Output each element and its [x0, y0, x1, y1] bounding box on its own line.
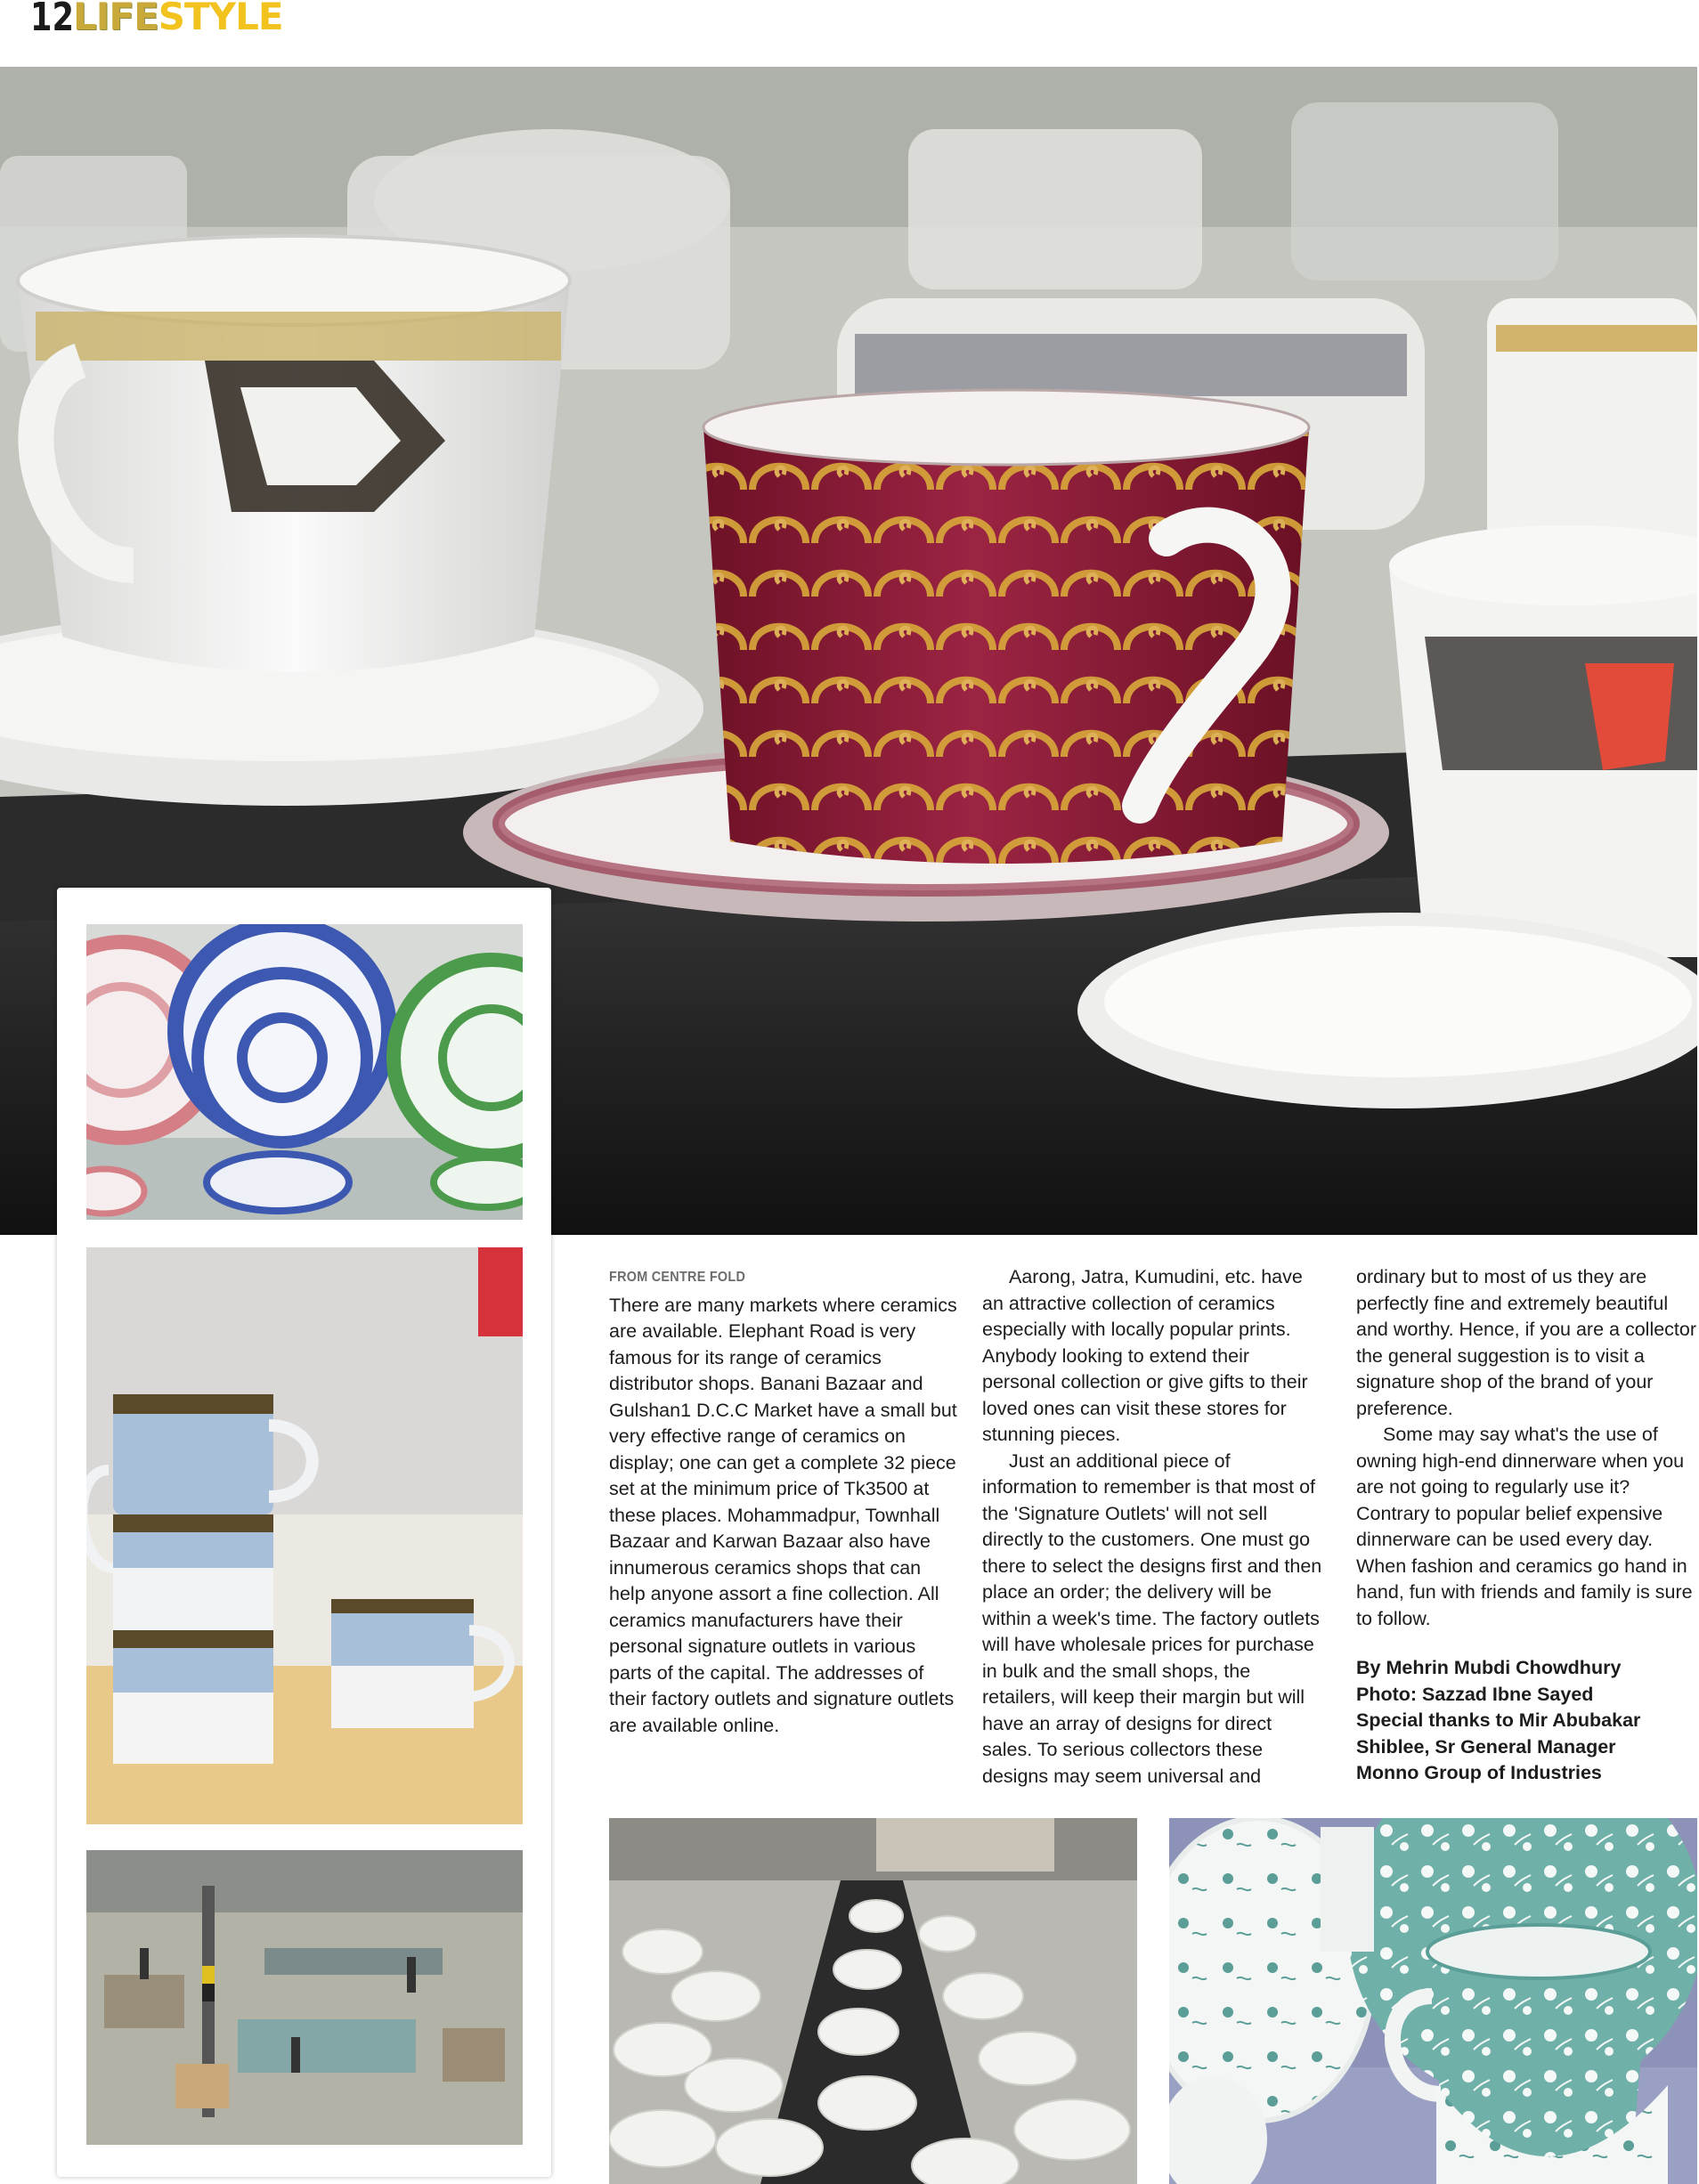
photo-stacked-mugs [86, 1247, 523, 1824]
article-credits [1356, 1655, 1699, 1787]
paragraph: Aarong, Jatra, Kumudini, etc. have an attractive collection of ceramics especially with locally popular prints. Anybody looking to extend their personal collection or give gifts to their loved ones can visit these stores for stunning pieces. [982, 1266, 1308, 1445]
section-logo [73, 0, 283, 38]
photo-plates [86, 924, 523, 1220]
photo-teapots-production-line [609, 1818, 1137, 2184]
thanks-line: Special thanks to Mir Abubakar [1356, 1709, 1641, 1731]
thanks-line: Shiblee, Sr General Manager [1356, 1735, 1616, 1758]
article-column-2 [982, 1264, 1325, 1790]
article-column-1 [609, 1264, 961, 1739]
section-logo-life: LIFE [73, 0, 159, 38]
paragraph: Some may say what's the use of owning high-end dinnerware when you are not going to regularly use it? Contrary to popular belief expensive dinnerware can be used every day. When fashion and ceramics go hand in hand, fun with friends and family is sure to follow. [1356, 1424, 1693, 1629]
article-column-3 [1356, 1264, 1699, 1787]
teapots-illustration [609, 1818, 1137, 2184]
sidebar-photo-strip [57, 888, 551, 2177]
page-header [0, 0, 1699, 67]
byline: By Mehrin Mubdi Chowdhury [1356, 1657, 1622, 1678]
thanks-line: Monno Group of Industries [1356, 1762, 1602, 1783]
mugs-illustration [86, 1247, 523, 1824]
paragraph: ordinary but to most of us they are perfectly fine and extremely beautiful and worthy. Hence, if you are a collector the general suggestion is to visit a signature shop of the brand of your preference. [1356, 1266, 1697, 1419]
photo-credit: Photo: Sazzad Ibne Sayed [1356, 1683, 1594, 1705]
kicker-from-centre-fold: FROM CENTRE FOLD [609, 1270, 746, 1285]
paragraph: Just an additional piece of information to remember is that most of the 'Signature Outlets' will not sell directly to the customers. One must go there to select the designs first and then place an order; the delivery will be within a week's time. The factory outlets will have wholesale prices for purchase in bulk and the small shops, the retailers, will keep their margin but will have an array of designs for direct sales. To serious collectors these designs may seem universal and [982, 1449, 1322, 1787]
page-number: 12 [30, 0, 74, 40]
teal-ceramics-illustration [1169, 1818, 1697, 2184]
section-logo-style: STYLE [158, 0, 283, 38]
photo-teal-floral-ceramics [1169, 1818, 1697, 2184]
plates-illustration [86, 924, 523, 1220]
factory-illustration [86, 1850, 523, 2145]
photo-factory-floor [86, 1850, 523, 2145]
paragraph: There are many markets where ceramics are available. Elephant Road is very famous for its range of ceramics distributor shops. Banani Bazaar and Gulshan1 D.C.C Market have a small but very effective range of ceramics on display; one can get a complete 32 piece set at the minimum price of Tk3500 at these places. Mohammadpur, Townhall Bazaar and Karwan Bazaar also have innumerous ceramics shops that can help anyone assort a fine collection. All ceramics manufacturers have their personal signature outlets in various parts of the capital. The addresses of their factory outlets and signature outlets are available online. [609, 1294, 957, 1736]
